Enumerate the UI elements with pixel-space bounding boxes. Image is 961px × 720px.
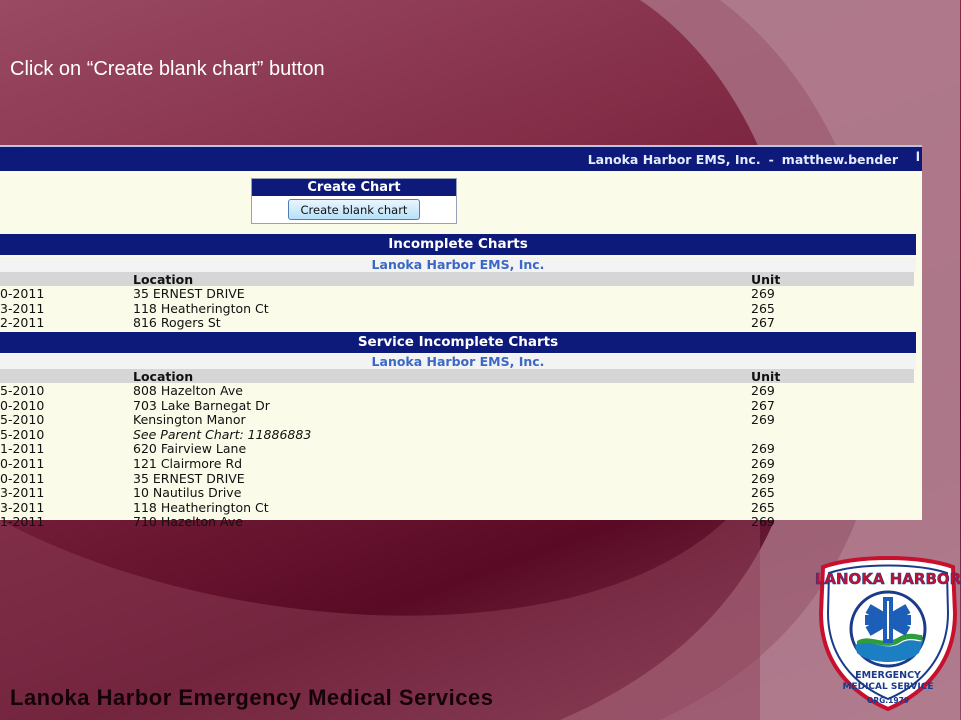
table-row[interactable] xyxy=(0,472,914,487)
incomplete-agency-label[interactable]: Lanoka Harbor EMS, Inc. xyxy=(0,257,916,272)
row-date: 2-2011 xyxy=(0,315,45,331)
header-organization: Lanoka Harbor EMS, Inc. xyxy=(587,151,761,167)
row-unit: 269 xyxy=(751,456,775,471)
row-location: 808 Hazelton Ave xyxy=(133,383,243,398)
create-chart-panel xyxy=(251,178,457,224)
row-unit: 267 xyxy=(751,397,775,413)
service-incomplete-charts-header: Service Incomplete Charts xyxy=(0,332,916,353)
row-date: 5-2010 xyxy=(0,383,45,398)
table-row[interactable] xyxy=(0,501,914,516)
create-blank-chart-button[interactable]: Create blank chart xyxy=(288,199,420,220)
table-row[interactable] xyxy=(0,428,914,443)
incomplete-column-header xyxy=(0,272,914,286)
svg-text:ORG.1979: ORG.1979 xyxy=(866,696,910,705)
table-row[interactable] xyxy=(0,384,914,399)
column-unit[interactable]: Unit xyxy=(751,272,781,287)
row-location: Kensington Manor xyxy=(133,412,246,428)
row-unit: 265 xyxy=(751,499,775,515)
table-row[interactable] xyxy=(0,442,914,457)
row-location: 816 Rogers St xyxy=(133,315,221,331)
row-unit: 265 xyxy=(751,485,775,501)
app-screenshot xyxy=(0,145,922,530)
table-row[interactable] xyxy=(0,413,914,428)
row-date: 1-2011 xyxy=(0,514,45,530)
table-row[interactable] xyxy=(0,457,914,472)
table-row[interactable] xyxy=(0,316,914,331)
table-row[interactable] xyxy=(0,302,914,317)
row-unit: 269 xyxy=(751,514,775,530)
incomplete-charts-header: Incomplete Charts xyxy=(0,234,916,255)
row-date: 3-2011 xyxy=(0,300,45,316)
slide-footer-title: Lanoka Harbor Emergency Medical Services xyxy=(10,685,494,710)
table-row[interactable] xyxy=(0,515,914,530)
row-date: 0-2010 xyxy=(0,397,45,413)
svg-text:LANOKA HARBOR: LANOKA HARBOR xyxy=(814,570,961,588)
row-location: 118 Heatherington Ct xyxy=(133,499,269,515)
row-date: 0-2011 xyxy=(0,286,45,301)
row-location: 35 ERNEST DRIVE xyxy=(133,470,245,486)
header-truncated-link[interactable]: l xyxy=(915,149,920,164)
table-row[interactable] xyxy=(0,287,914,302)
row-date: 5-2010 xyxy=(0,412,45,428)
row-unit: 269 xyxy=(751,470,775,486)
service-incomplete-agency-label[interactable]: Lanoka Harbor EMS, Inc. xyxy=(0,354,916,369)
row-date: 3-2011 xyxy=(0,485,45,501)
svg-text:MEDICAL SERVICE: MEDICAL SERVICE xyxy=(842,682,934,692)
column-location[interactable]: Location xyxy=(133,272,194,287)
row-date: 3-2011 xyxy=(0,499,45,515)
table-row[interactable] xyxy=(0,399,914,414)
row-location: 710 Hazelton Ave xyxy=(133,514,243,530)
row-date: 1-2011 xyxy=(0,441,45,457)
row-location: 121 Clairmore Rd xyxy=(133,456,243,471)
row-location: 35 ERNEST DRIVE xyxy=(133,286,245,301)
row-unit: 269 xyxy=(751,441,775,457)
instruction-text: Click on “Create blank chart” button xyxy=(10,58,325,80)
column-location[interactable]: Location xyxy=(133,369,194,384)
row-location[interactable]: See Parent Chart: 11886883 xyxy=(133,426,312,442)
row-date: 0-2011 xyxy=(0,470,45,486)
row-unit: 269 xyxy=(751,383,775,398)
row-unit: 269 xyxy=(751,412,775,428)
row-location: 703 Lake Barnegat Dr xyxy=(133,397,270,413)
column-unit[interactable]: Unit xyxy=(751,369,781,384)
table-row[interactable] xyxy=(0,486,914,501)
lanoka-harbor-ems-patch-logo xyxy=(815,553,961,713)
service-incomplete-column-header xyxy=(0,369,914,383)
row-location: 620 Fairview Lane xyxy=(133,441,247,457)
create-chart-title: Create Chart xyxy=(252,179,456,196)
logo-line-emergency: EMERGENCY xyxy=(855,670,921,681)
row-date: 0-2011 xyxy=(0,456,45,471)
app-header-bar xyxy=(0,145,922,171)
row-unit: 265 xyxy=(751,300,775,316)
header-username[interactable]: matthew.bender xyxy=(781,151,898,167)
row-unit: 269 xyxy=(751,286,775,301)
row-date: 5-2010 xyxy=(0,426,45,442)
row-unit: 267 xyxy=(751,315,775,331)
header-separator: - xyxy=(768,151,774,167)
row-location: 10 Nautilus Drive xyxy=(133,485,242,501)
row-location: 118 Heatherington Ct xyxy=(133,300,269,316)
